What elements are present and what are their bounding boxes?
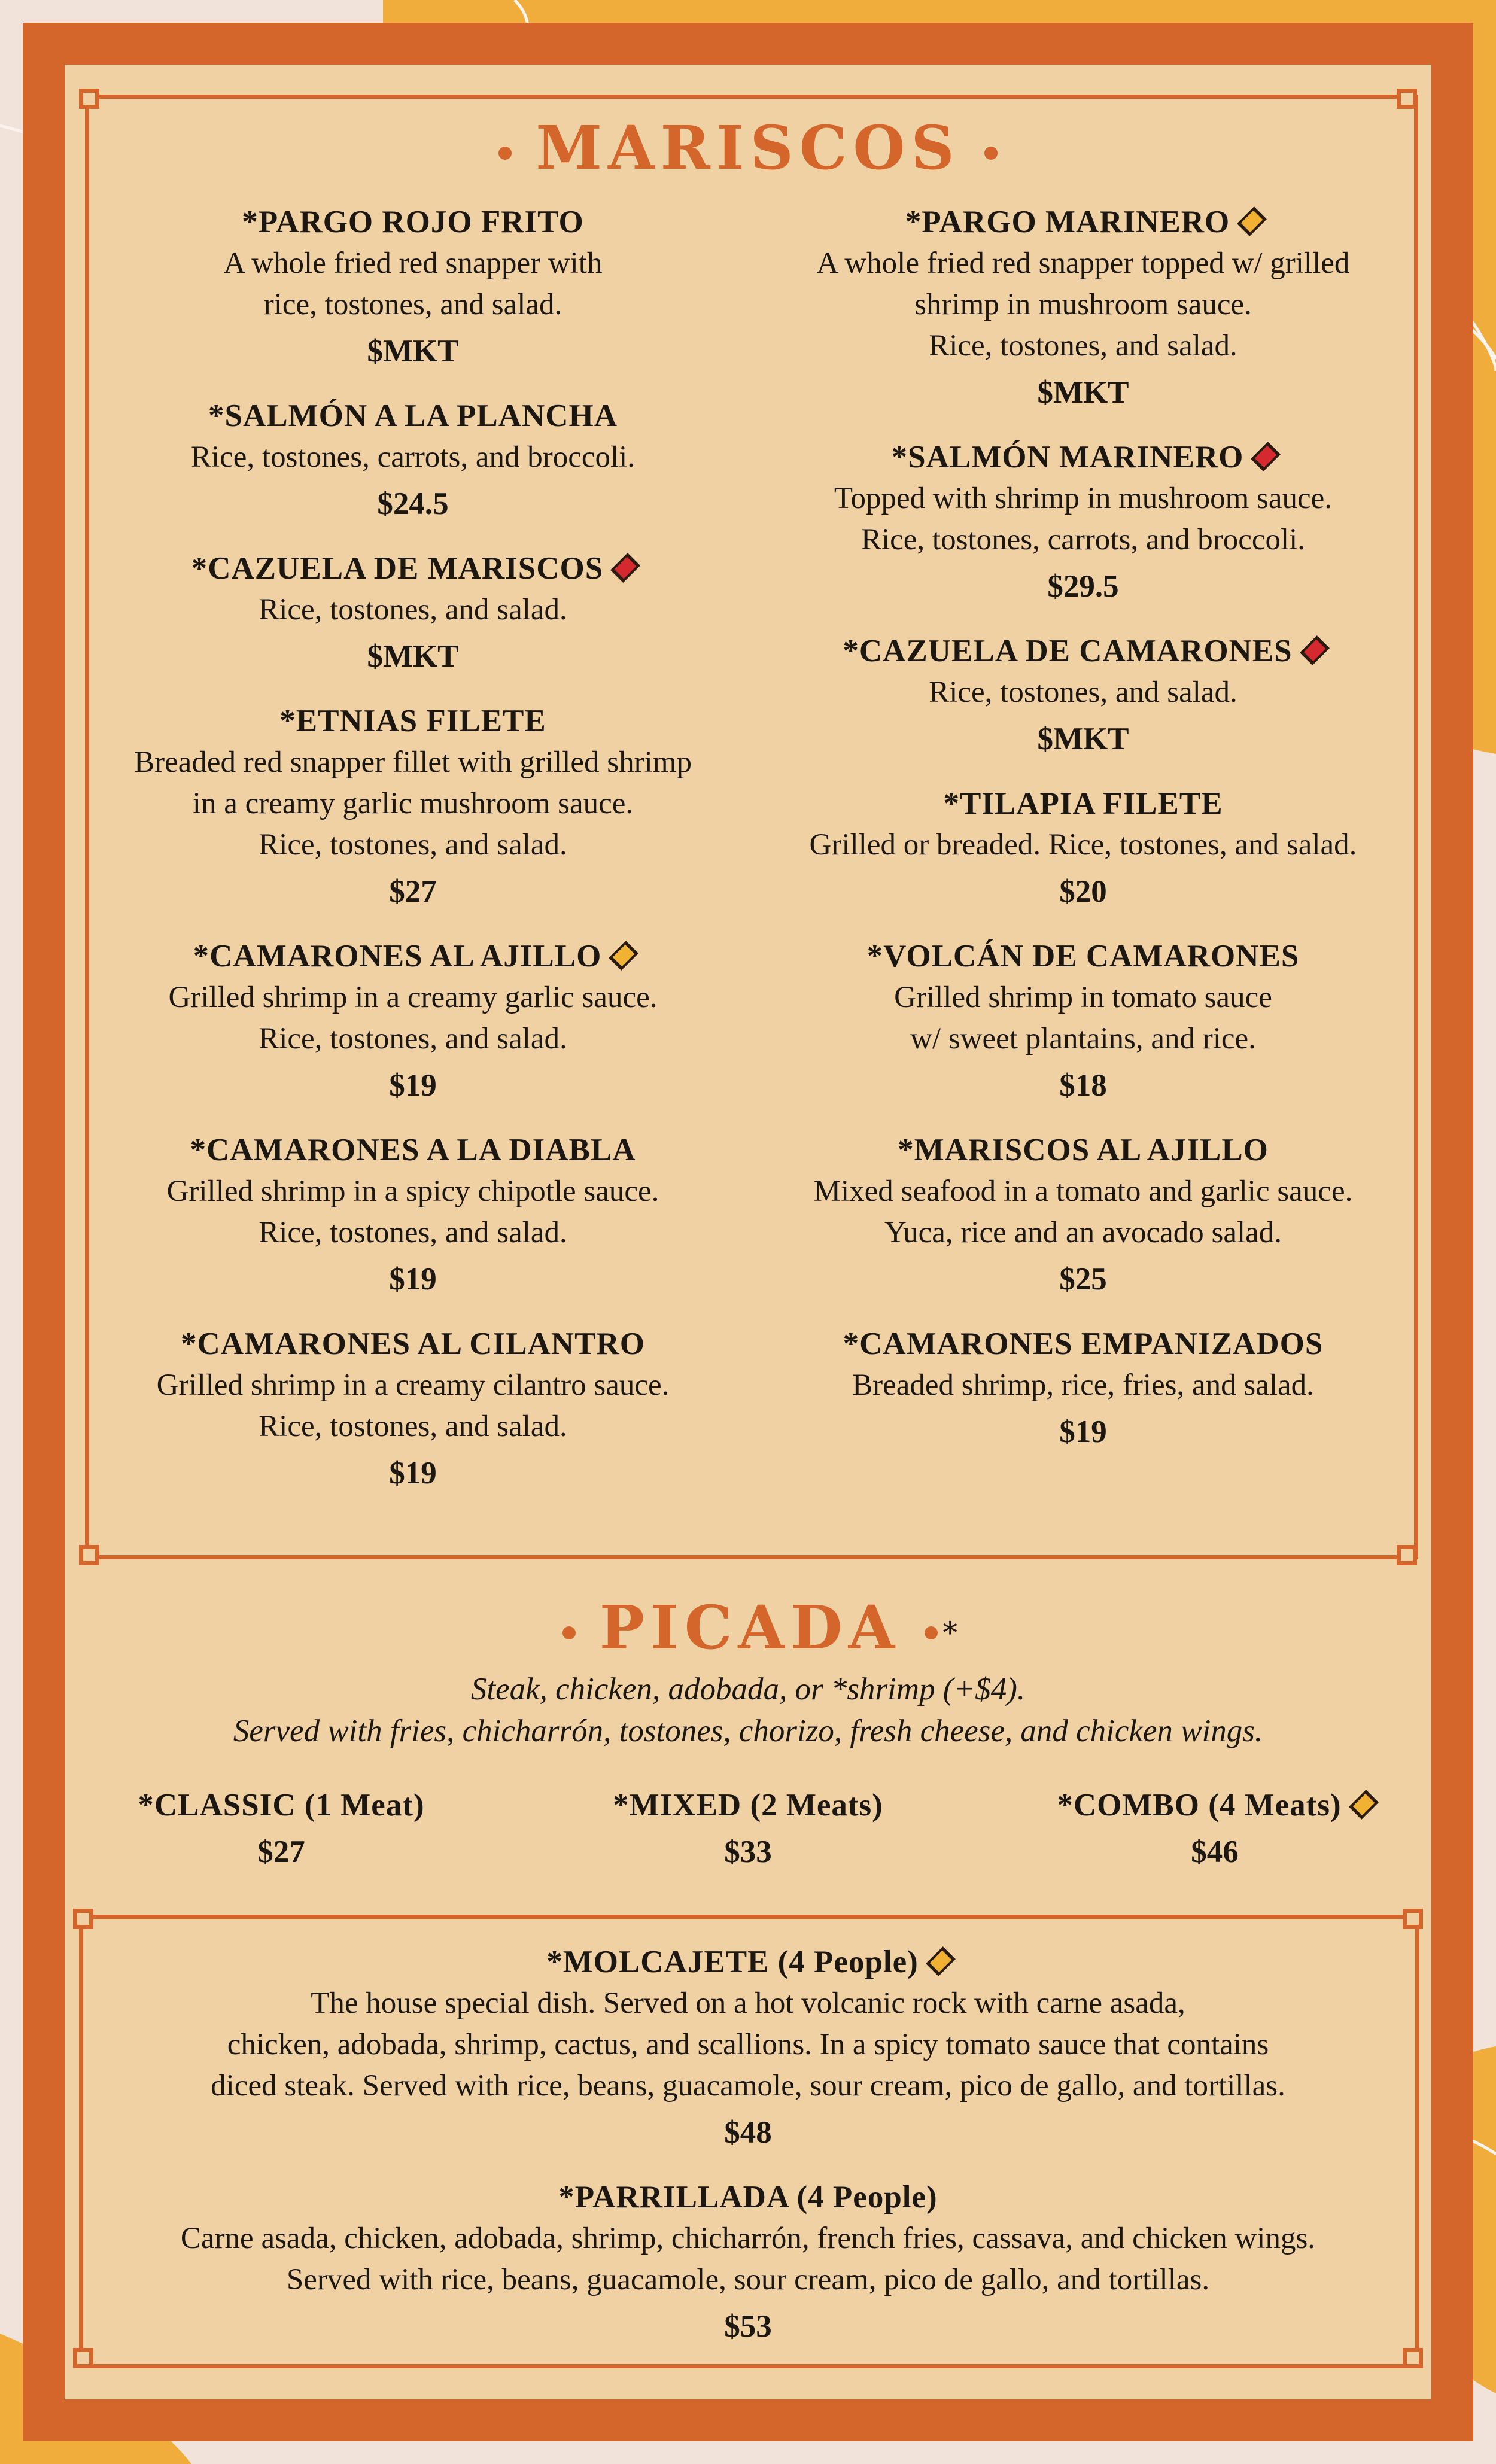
item-description: in a creamy garlic mushroom sauce. bbox=[192, 787, 634, 820]
item-description: Rice, tostones, and salad. bbox=[259, 1410, 567, 1443]
item-description: Rice, tostones, and salad. bbox=[259, 1216, 567, 1249]
item-price: $18 bbox=[1059, 1068, 1107, 1103]
item-name: *PARGO ROJO FRITO bbox=[242, 205, 584, 239]
option-name: *COMBO (4 Meats) bbox=[1057, 1788, 1342, 1823]
item-description: Rice, tostones, carrots, and broccoli. bbox=[190, 440, 636, 474]
item-price: $MKT bbox=[367, 334, 459, 369]
option-name: *CLASSIC (1 Meat) bbox=[138, 1788, 425, 1823]
picada-title-star: * bbox=[942, 1616, 958, 1651]
item-description: Served with rice, beans, guacamole, sour cream, pico de gallo, and tortillas. bbox=[286, 2263, 1210, 2296]
picada-option bbox=[102, 1784, 461, 1873]
item-name: *MARISCOS AL AJILLO bbox=[898, 1133, 1269, 1167]
option-name: *MIXED (2 Meats) bbox=[613, 1788, 883, 1823]
item-name: *PARRILLADA (4 People) bbox=[558, 2180, 938, 2214]
frame-corner bbox=[79, 1545, 99, 1565]
frame-corner bbox=[1403, 2348, 1423, 2368]
mariscos-right-column bbox=[760, 201, 1406, 1453]
frame-corner bbox=[1403, 1909, 1423, 1929]
item-description: Breaded shrimp, rice, fries, and salad. bbox=[852, 1368, 1314, 1402]
item-description: Rice, tostones, carrots, and broccoli. bbox=[860, 523, 1306, 556]
item-name: *SALMÓN A LA PLANCHA bbox=[208, 399, 618, 433]
item-name: *MOLCAJETE (4 People) bbox=[546, 1945, 919, 1979]
item-name: *TILAPIA FILETE bbox=[943, 786, 1223, 821]
item-name: *CAZUELA DE CAMARONES bbox=[843, 634, 1293, 668]
menu-item bbox=[96, 1129, 730, 1300]
item-description: Carne asada, chicken, adobada, shrimp, chicharrón, french fries, cassava, and chicken wings. bbox=[180, 2222, 1316, 2255]
item-price: $MKT bbox=[1037, 375, 1129, 410]
option-price: $46 bbox=[1191, 1835, 1239, 1869]
item-description: Mixed seafood in a tomato and garlic sauce. bbox=[813, 1175, 1353, 1208]
title-dot bbox=[984, 147, 998, 160]
menu-item bbox=[760, 436, 1406, 607]
item-description: The house special dish. Served on a hot volcanic rock with carne asada, bbox=[311, 1987, 1185, 2020]
mariscos-title bbox=[0, 112, 1496, 183]
item-description: diced steak. Served with rice, beans, guacamole, sour cream, pico de gallo, and tortillas. bbox=[211, 2069, 1285, 2103]
picada-intro bbox=[0, 1668, 1496, 1752]
frame-corner bbox=[73, 2348, 93, 2368]
item-name: *SALMÓN MARINERO bbox=[891, 440, 1244, 474]
spicy-diamond-icon bbox=[1251, 442, 1281, 471]
item-description: Yuca, rice and an avocado salad. bbox=[884, 1216, 1282, 1249]
item-description: Breaded red snapper fillet with grilled shrimp bbox=[134, 746, 692, 779]
item-description: w/ sweet plantains, and rice. bbox=[910, 1022, 1256, 1055]
item-price: $19 bbox=[1059, 1414, 1107, 1449]
picada-title-text: PICADA bbox=[599, 1592, 901, 1663]
menu-item bbox=[760, 1323, 1406, 1453]
mariscos-title-text: MARISCOS bbox=[536, 112, 960, 183]
item-price: $25 bbox=[1059, 1262, 1107, 1297]
item-description: Grilled or breaded. Rice, tostones, and salad. bbox=[809, 828, 1357, 862]
menu-item bbox=[96, 700, 730, 912]
specialty-diamond-icon bbox=[1237, 206, 1267, 236]
picada-intro-line: Served with fries, chicharrón, tostones, chorizo, fresh cheese, and chicken wings. bbox=[233, 1714, 1263, 1748]
frame-corner bbox=[1397, 1545, 1417, 1565]
item-name: *VOLCÁN DE CAMARONES bbox=[866, 939, 1300, 974]
item-price: $MKT bbox=[367, 639, 459, 674]
item-description: Grilled shrimp in a creamy cilantro sauce. bbox=[156, 1368, 670, 1402]
menu-item bbox=[760, 935, 1406, 1106]
item-name: *ETNIAS FILETE bbox=[279, 704, 546, 738]
item-description: Grilled shrimp in a creamy garlic sauce. bbox=[168, 981, 658, 1014]
item-description: Rice, tostones, and salad. bbox=[929, 329, 1237, 363]
title-dot bbox=[498, 147, 512, 160]
item-description: Grilled shrimp in tomato sauce bbox=[894, 981, 1272, 1014]
specialty-diamond-icon bbox=[926, 1946, 956, 1976]
item-price: $29.5 bbox=[1047, 569, 1119, 604]
menu-item bbox=[90, 2176, 1406, 2347]
item-price: $27 bbox=[389, 874, 437, 909]
item-price: $19 bbox=[389, 1068, 437, 1103]
picada-option bbox=[1017, 1784, 1412, 1873]
title-dot bbox=[925, 1626, 938, 1639]
menu-item bbox=[96, 395, 730, 525]
item-description: Rice, tostones, and salad. bbox=[259, 828, 567, 862]
item-price: $19 bbox=[389, 1262, 437, 1297]
item-price: $20 bbox=[1059, 874, 1107, 909]
menu-item bbox=[96, 935, 730, 1106]
menu-item bbox=[90, 1941, 1406, 2153]
item-description: Rice, tostones, and salad. bbox=[929, 676, 1237, 709]
menu-item bbox=[96, 1323, 730, 1494]
menu-item bbox=[760, 783, 1406, 912]
title-dot bbox=[562, 1626, 576, 1639]
spicy-diamond-icon bbox=[1300, 635, 1330, 665]
menu-item bbox=[760, 630, 1406, 760]
item-name: *CAMARONES AL CILANTRO bbox=[181, 1327, 645, 1361]
item-price: $48 bbox=[724, 2115, 772, 2150]
menu-item bbox=[96, 547, 730, 677]
picada-title bbox=[0, 1592, 1496, 1669]
spicy-diamond-icon bbox=[610, 553, 640, 583]
item-description: Rice, tostones, and salad. bbox=[259, 1022, 567, 1055]
item-price: $MKT bbox=[1037, 722, 1129, 756]
item-name: *PARGO MARINERO bbox=[905, 205, 1230, 239]
picada-intro-line: Steak, chicken, adobada, or *shrimp (+$4). bbox=[470, 1672, 1026, 1706]
menu-item bbox=[760, 201, 1406, 413]
item-name: *CAZUELA DE MARISCOS bbox=[191, 551, 604, 586]
menu-item bbox=[96, 201, 730, 372]
item-name: *CAMARONES A LA DIABLA bbox=[190, 1133, 636, 1167]
item-description: A whole fried red snapper with bbox=[223, 247, 603, 280]
specialty-diamond-icon bbox=[609, 941, 638, 971]
item-price: $19 bbox=[389, 1456, 437, 1490]
frame-corner bbox=[79, 89, 99, 109]
option-price: $33 bbox=[724, 1835, 772, 1869]
item-price: $53 bbox=[724, 2309, 772, 2344]
item-description: rice, tostones, and salad. bbox=[263, 288, 562, 321]
item-name: *CAMARONES AL AJILLO bbox=[193, 939, 602, 974]
frame-corner bbox=[1397, 89, 1417, 109]
item-description: A whole fried red snapper topped w/ grilled bbox=[816, 247, 1350, 280]
item-price: $24.5 bbox=[377, 486, 449, 521]
item-description: shrimp in mushroom sauce. bbox=[914, 288, 1252, 321]
frame-corner bbox=[73, 1909, 93, 1929]
item-description: Grilled shrimp in a spicy chipotle sauce. bbox=[166, 1175, 659, 1208]
option-price: $27 bbox=[257, 1835, 305, 1869]
item-name: *CAMARONES EMPANIZADOS bbox=[843, 1327, 1324, 1361]
specials-list bbox=[90, 1941, 1406, 2347]
menu-item bbox=[760, 1129, 1406, 1300]
picada-option bbox=[568, 1784, 928, 1873]
item-description: Topped with shrimp in mushroom sauce. bbox=[834, 482, 1333, 515]
item-description: Rice, tostones, and salad. bbox=[259, 593, 567, 626]
item-description: chicken, adobada, shrimp, cactus, and scallions. In a spicy tomato sauce that contains bbox=[227, 2028, 1269, 2061]
mariscos-left-column bbox=[96, 201, 730, 1494]
specialty-diamond-icon bbox=[1349, 1790, 1379, 1820]
